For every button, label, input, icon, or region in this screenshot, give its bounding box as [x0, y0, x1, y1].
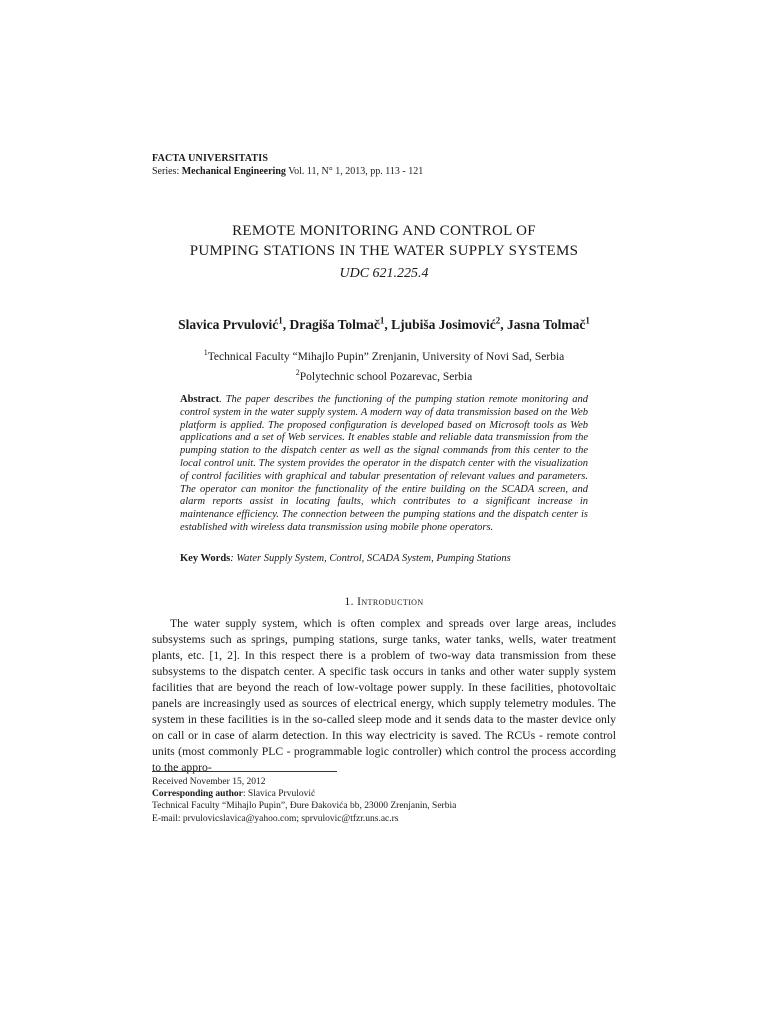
author: Jasna Tolmač$^1$	[507, 315, 590, 332]
abstract	[180, 394, 588, 535]
author: Ljubiša Josimović$^2$,	[391, 315, 507, 332]
affiliation: $^1$Technical Faculty “Mihajlo Pupin” Zrenjanin, University of Novi Sad, Serbia	[203, 348, 565, 363]
title-line-2: PUMPING STATIONS IN THE WATER SUPPLY SYSTEMS	[189, 243, 579, 259]
series-name: Mechanical Engineering	[181, 166, 286, 177]
paper-title	[120, 221, 648, 261]
keywords	[180, 553, 600, 564]
journal-series: Series: Mechanical Engineering Vol. 11, N° 1, 2013, pp. 113 - 121	[152, 166, 424, 177]
author-list	[100, 315, 668, 333]
received-date: Received November 15, 2012	[152, 777, 266, 787]
keywords-text: : Water Supply System, Control, SCADA System, Pumping Stations	[230, 553, 511, 564]
journal-name: FACTA UNIVERSITATIS	[152, 153, 269, 164]
author-email: E-mail: prvulovicslavica@yahoo.com; sprvulovic@tfzr.uns.ac.rs	[152, 813, 399, 824]
journal-header	[152, 152, 612, 178]
author: Slavica Prvulović$^1$,	[178, 315, 290, 332]
corresponding-author: Corresponding author: Slavica Prvulović	[152, 789, 316, 800]
section-heading: 1. Introduction	[344, 596, 424, 608]
abstract-text: . The paper describes the functioning of the pumping station remote monitoring and control system in the water supply system. A modern way of data transmission based on the Web platform is applied. The proposed configuration is developed based on Microsoft tools as Web applications and a set of Web services. It enables stable and reliable data transmission from the pumping station to the dispatch center as well as the signal commands from this center to the local control unit. The system provides the operator in the dispatch center with the visualization of control facilities with graphical and tabular presentation of relevant values and parameters. The operator can monitor the functionality of the entire building on the SCADA screen, and alarm reports assist in locating faults, which contributes to a significant increase in maintenance efficiency. The connection between the pumping stations and the dispatch center is established with wireless data transmission using mobile phone operators.	[180, 394, 588, 533]
title-line-1: REMOTE MONITORING AND CONTROL OF	[232, 223, 536, 239]
udc-code: UDC 621.225.4	[339, 266, 429, 281]
abstract-label: Abstract	[180, 394, 220, 405]
author-address: Technical Faculty “Mihajlo Pupin”, Đure Đakovića bb, 23000 Zrenjanin, Serbia	[152, 801, 457, 812]
affiliation: $^2$Polytechnic school Pozarevac, Serbia	[295, 367, 473, 383]
author: Dragiša Tolmač$^1$,	[289, 315, 392, 332]
footnote-divider	[152, 771, 337, 772]
body-paragraph: The water supply system, which is often complex and spreads over large areas, includes subsystems such as springs, pumping stations, surge tanks, water tanks, wells, water treatment plants, etc. [1, 2]. In this respect there is a problem of two-way data transmission from these subsystems to the dispatch center. A specific task occurs in tanks and other water supply system facilities that are beyond the reach of low-voltage power supply. In these facilities, photovoltaic panels are increasingly used as sources of electrical energy, which supply telemetry modules. The system in these facilities is in the so-called sleep mode and it sends data to the master device only on call or in case of alarm detection. In this way electricity is saved. The RCUs - remote control units (most commonly PLC - programmable logic controller) which control the process according to the appro-	[152, 617, 616, 775]
footnotes	[152, 776, 616, 825]
affiliations	[120, 345, 648, 385]
keywords-label: Key Words	[180, 553, 231, 564]
